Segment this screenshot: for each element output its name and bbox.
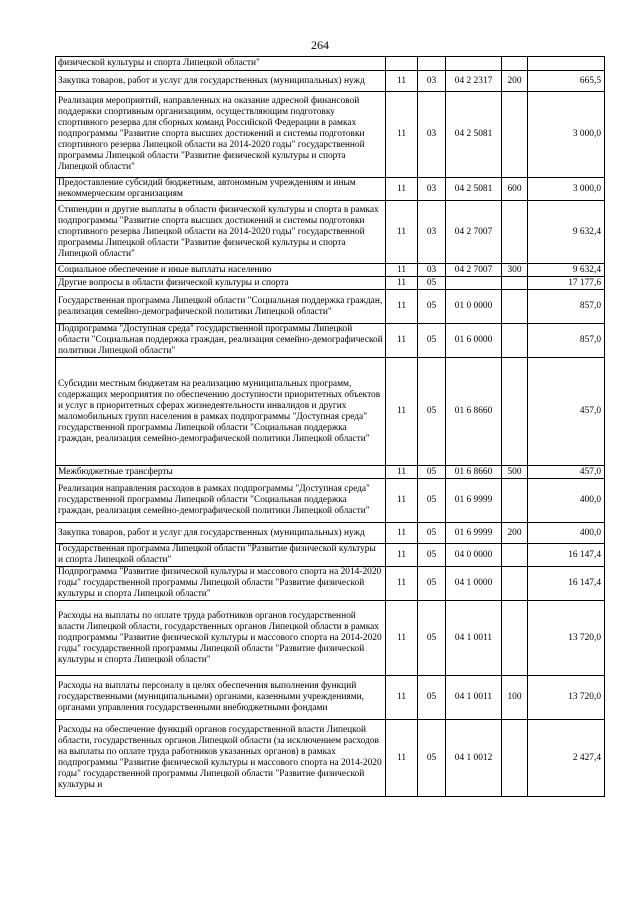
item-name-cell: Стипендии и другие выплаты в области физической культуры и спорта в рамках подпрограммы "Развитие спорта высших достижений и системы подготовки спортивного резерва Липецкой области на 2014-2020 годы" государственной программы Липецкой области "Развитие физической культуры и спорта Липецкой области": [56, 201, 386, 264]
item-name-cell: Расходы на обеспечение функций органов государственной власти Липецкой области, государственных органов Липецкой области (за исключением расходов на выплаты по оплате труда работников указанных органов) в рамках подпрограммы "Развитие физической культуры и массового спорта на 2014-2020 годы" государственной программы Липецкой области "Развитие физической культуры и: [56, 720, 386, 797]
item-name-cell: Закупка товаров, работ и услуг для государственных (муниципальных) нужд: [56, 71, 386, 92]
amount-cell: 857,0: [528, 290, 605, 324]
subsection-code-cell: 05: [418, 601, 446, 676]
section-code-cell: 11: [386, 523, 418, 544]
table-row: [56, 544, 605, 567]
section-code-cell: 11: [386, 264, 418, 277]
target-article-cell: 01 0 0000: [446, 290, 502, 324]
item-name-cell: Предоставление субсидий бюджетным, автономным учреждениям и иным некоммерческим организациям: [56, 178, 386, 201]
amount-cell: 9 632,4: [528, 264, 605, 277]
table-row: [56, 523, 605, 544]
item-name-cell: Подпрограмма "Доступная среда" государственной программы Липецкой области "Социальная поддержка граждан, реализация семейно-демографической политики Липецкой области": [56, 324, 386, 358]
expense-type-cell: [502, 567, 528, 601]
item-name-cell: Субсидии местным бюджетам на реализацию муниципальных программ, содержащих мероприятия по обеспечению доступности приоритетных объектов и услуг в приоритетных сферах жизнедеятельности инвалидов и других маломобильных групп населения в рамках подпрограммы "Доступная среда" государственной программы Липецкой области "Социальная поддержка граждан, реализация семейно-демографической политики Липецкой области": [56, 358, 386, 466]
section-code-cell: 11: [386, 720, 418, 797]
subsection-code-cell: 05: [418, 567, 446, 601]
amount-cell: 17 177,6: [528, 277, 605, 290]
expense-type-cell: [502, 290, 528, 324]
table-row: [56, 71, 605, 92]
amount-cell: 857,0: [528, 324, 605, 358]
section-code-cell: 11: [386, 71, 418, 92]
target-article-cell: 01 6 9999: [446, 479, 502, 523]
section-code-cell: 11: [386, 466, 418, 479]
subsection-code-cell: 05: [418, 324, 446, 358]
item-name-cell: Реализация направления расходов в рамках подпрограммы "Доступная среда" государственной программы Липецкой области "Социальная поддержка граждан, реализация семейно-демографической политики Липецкой области": [56, 479, 386, 523]
table-row: [56, 567, 605, 601]
amount-cell: 13 720,0: [528, 601, 605, 676]
expense-type-cell: 200: [502, 71, 528, 92]
amount-cell: 9 632,4: [528, 201, 605, 264]
expense-type-cell: 100: [502, 676, 528, 720]
target-article-cell: 04 1 0011: [446, 676, 502, 720]
item-name-cell: Государственная программа Липецкой области "Развитие физической культуры и спорта Липецкой области": [56, 544, 386, 567]
subsection-code-cell: 03: [418, 71, 446, 92]
expense-type-cell: [502, 92, 528, 178]
amount-cell: 3 000,0: [528, 178, 605, 201]
subsection-code-cell: 05: [418, 358, 446, 466]
item-name-cell: Реализация мероприятий, направленных на оказание адресной финансовой поддержки спортивным организациям, осуществляющим подготовку спортивного резерва для сборных команд Российской Федерации в рамках подпрограммы "Развитие спорта высших достижений и системы подготовки спортивного резерва Липецкой области на 2014-2020 годы" государственной программы Липецкой области "Развитие физической культуры и спорта Липецкой области": [56, 92, 386, 178]
subsection-code-cell: 05: [418, 290, 446, 324]
amount-cell: 2 427,4: [528, 720, 605, 797]
expense-type-cell: [502, 720, 528, 797]
table-row: [56, 466, 605, 479]
amount-cell: 3 000,0: [528, 92, 605, 178]
section-code-cell: 11: [386, 601, 418, 676]
section-code-cell: 11: [386, 290, 418, 324]
section-code-cell: 11: [386, 544, 418, 567]
target-article-cell: [446, 57, 502, 71]
target-article-cell: 04 1 0012: [446, 720, 502, 797]
subsection-code-cell: 05: [418, 676, 446, 720]
expense-type-cell: [502, 544, 528, 567]
amount-cell: 400,0: [528, 523, 605, 544]
section-code-cell: 11: [386, 324, 418, 358]
section-code-cell: 11: [386, 277, 418, 290]
item-name-cell: Социальное обеспечение и иные выплаты населению: [56, 264, 386, 277]
target-article-cell: 04 2 7007: [446, 264, 502, 277]
target-article-cell: 01 6 9999: [446, 523, 502, 544]
item-name-cell: Государственная программа Липецкой области "Социальная поддержка граждан, реализация семейно-демографической политики Липецкой области": [56, 290, 386, 324]
expense-type-cell: [502, 479, 528, 523]
target-article-cell: 04 2 5081: [446, 92, 502, 178]
target-article-cell: 04 2 5081: [446, 178, 502, 201]
page-number: 264: [311, 38, 329, 52]
amount-cell: 16 147,4: [528, 544, 605, 567]
subsection-code-cell: 05: [418, 720, 446, 797]
section-code-cell: 11: [386, 676, 418, 720]
target-article-cell: 01 6 8660: [446, 358, 502, 466]
expense-type-cell: [502, 324, 528, 358]
table-row: [56, 201, 605, 264]
table-row: [56, 264, 605, 277]
target-article-cell: 01 6 0000: [446, 324, 502, 358]
expense-type-cell: 500: [502, 466, 528, 479]
table-row: [56, 178, 605, 201]
table-row: [56, 676, 605, 720]
budget-table: [55, 56, 605, 797]
subsection-code-cell: 05: [418, 523, 446, 544]
target-article-cell: 01 6 8660: [446, 466, 502, 479]
expense-type-cell: [502, 601, 528, 676]
table-row: [56, 324, 605, 358]
table-row: [56, 92, 605, 178]
table-row: [56, 277, 605, 290]
subsection-code-cell: 03: [418, 178, 446, 201]
subsection-code-cell: 03: [418, 92, 446, 178]
item-name-cell: Расходы на выплаты персоналу в целях обеспечения выполнения функций государственными (муниципальными) органами, казенными учреждениями, органами управления государственными внебюджетными фондами: [56, 676, 386, 720]
target-article-cell: [446, 277, 502, 290]
item-name-cell: Подпрограмма "Развитие физической культуры и массового спорта на 2014-2020 годы" государственной программы Липецкой области "Развитие физической культуры и спорта Липецкой области": [56, 567, 386, 601]
section-code-cell: 11: [386, 358, 418, 466]
item-name-cell: Межбюджетные трансферты: [56, 466, 386, 479]
section-code-cell: [386, 57, 418, 71]
subsection-code-cell: 05: [418, 466, 446, 479]
table-row: [56, 601, 605, 676]
section-code-cell: 11: [386, 92, 418, 178]
table-row: [56, 720, 605, 797]
target-article-cell: 04 1 0000: [446, 567, 502, 601]
expense-type-cell: 600: [502, 178, 528, 201]
subsection-code-cell: 03: [418, 201, 446, 264]
expense-type-cell: [502, 277, 528, 290]
target-article-cell: 04 2 2317: [446, 71, 502, 92]
section-code-cell: 11: [386, 201, 418, 264]
expense-type-cell: 200: [502, 523, 528, 544]
section-code-cell: 11: [386, 178, 418, 201]
expense-type-cell: 300: [502, 264, 528, 277]
expense-type-cell: [502, 201, 528, 264]
table-row: [56, 290, 605, 324]
amount-cell: 665,5: [528, 71, 605, 92]
budget-table-body: [56, 57, 605, 797]
amount-cell: 457,0: [528, 358, 605, 466]
subsection-code-cell: [418, 57, 446, 71]
amount-cell: 13 720,0: [528, 676, 605, 720]
expense-type-cell: [502, 57, 528, 71]
table-row: [56, 358, 605, 466]
expense-type-cell: [502, 358, 528, 466]
target-article-cell: 04 2 7007: [446, 201, 502, 264]
section-code-cell: 11: [386, 567, 418, 601]
subsection-code-cell: 03: [418, 264, 446, 277]
item-name-cell: Другие вопросы в области физической культуры и спорта: [56, 277, 386, 290]
table-row: [56, 479, 605, 523]
amount-cell: [528, 57, 605, 71]
amount-cell: 400,0: [528, 479, 605, 523]
subsection-code-cell: 05: [418, 277, 446, 290]
target-article-cell: 04 1 0011: [446, 601, 502, 676]
subsection-code-cell: 05: [418, 479, 446, 523]
section-code-cell: 11: [386, 479, 418, 523]
item-name-cell: Закупка товаров, работ и услуг для государственных (муниципальных) нужд: [56, 523, 386, 544]
amount-cell: 16 147,4: [528, 567, 605, 601]
table-row: [56, 57, 605, 71]
target-article-cell: 04 0 0000: [446, 544, 502, 567]
subsection-code-cell: 05: [418, 544, 446, 567]
item-name-cell: Расходы на выплаты по оплате труда работников органов государственной власти Липецкой области, государственных органов Липецкой области в рамках подпрограммы "Развитие физической культуры и массового спорта на 2014-2020 годы" государственной программы Липецкой области "Развитие физической культуры и спорта Липецкой области": [56, 601, 386, 676]
amount-cell: 457,0: [528, 466, 605, 479]
item-name-cell: физической культуры и спорта Липецкой области": [56, 57, 386, 71]
